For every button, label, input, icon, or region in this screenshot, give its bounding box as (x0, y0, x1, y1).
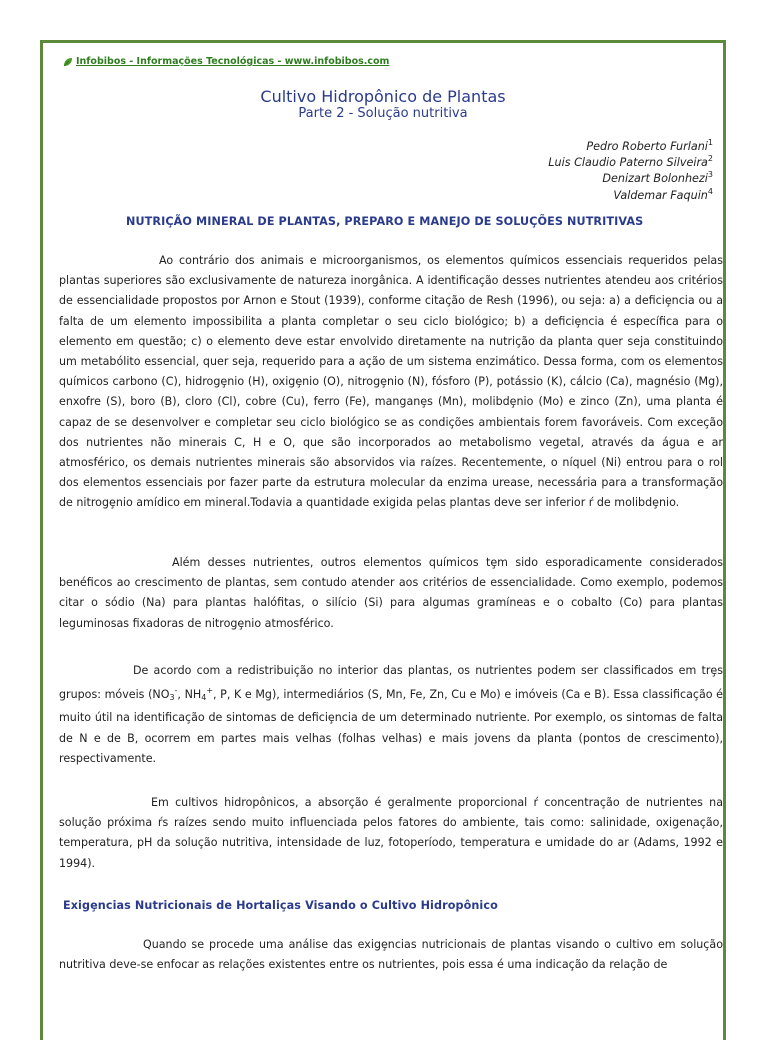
leaf-icon (63, 57, 73, 67)
section-heading-nutricao: NUTRIÇÃO MINERAL DE PLANTAS, PREPARO E MANEJO DE SOLUÇÕES NUTRITIVAS (126, 215, 644, 228)
paragraph-4: Em cultivos hidropônicos, a absorção é geralmente proporcional ŕ concentração de nutrientes na solução próxima ŕs raízes sendo muito influenciada pelos fatores do ambiente, tais como: salinidade, oxigenação, temperatura, pH da solução nutritiva, intensidade de luz, fotoperíodo, temperatura e umidade do ar (Adams, 1992 e 1994). (59, 796, 723, 870)
paragraph-3: De acordo com a redistribuição no interior das plantas, os nutrientes podem ser classificados em trȩs grupos: móveis ($NO_3^-$, $NH_4^+$, P, K e Mg), intermediários (S, Mn, Fe, Zn, Cu e Mo) e imóveis (Ca e B). Essa classificação é muito útil na identificação de sintomas de deficiȩncia de um determinado nutriente. Por exemplo, os sintomas de falta de N e de B, ocorrem em partes mais velhas (folhas velhas) e mais jovens da planta (pontos de crescimento), respectivamente. (59, 664, 724, 765)
section-heading-exigencias: Exigȩncias Nutricionais de Hortaliças Visando o Cultivo Hidropônico (63, 899, 498, 912)
paragraph-2: Além desses nutrientes, outros elementos químicos tȩm sido esporadicamente considerados benéficos ao crescimento de plantas, sem contudo atender aos critérios de essencialidade. Como exemplo, podemos citar o sódio (Na) para plantas halófitas, o silício (Si) para algumas gramíneas e o cobalto (Co) para plantas leguminosas fixadoras de nitrogȩnio atmosférico. (59, 556, 723, 630)
document-frame (40, 40, 726, 1040)
author-list (548, 139, 713, 204)
paragraph-1: Ao contrário dos animais e microorganismos, os elementos químicos essenciais requeridos pelas plantas superiores são exclusivamente de natureza inorgânica. A identificação desses nutrientes atendeu aos critérios de essencialidade propostos por Arnon e Stout (1939), conforme citação de Resh (1996), ou seja: a) a deficiȩncia ou a falta de um elemento impossibilita a planta completar o seu ciclo biológico; b) a deficiȩncia é específica para o elemento em questão; c) o elemento deve estar envolvido diretamente na nutrição da planta quer seja constituindo um metabólito essencial, quer seja, requerido para a ação de um sistema enzimático. Dessa forma, com os elementos químicos carbono (C), hidrogȩnio (H), oxigȩnio (O), nitrogȩnio (N), fósforo (P), potássio (K), cálcio (Ca), magnésio (Mg), enxofre (S), boro (B), cloro (Cl), cobre (Cu), ferro (Fe), manganȩs (Mn), molibdȩnio (Mo) e zinco (Zn), uma planta é capaz de se desenvolver e completar seu ciclo biológico se as condições ambientais forem favoráveis. Com exceção dos nutrientes não minerais C, H e O, que são incorporados ao metabolismo vegetal, através da água e ar atmosférico, os demais nutrientes minerais são absorvidos via raízes. Recentemente, o níquel (Ni) entrou para o rol dos elementos essenciais por fazer parte da estrutura molecular da enzima urease, necessária para a transformação de nitrogȩnio amídico em mineral.Todavia a quantidade exigida pelas plantas deve ser inferior ŕ de molibdȩnio. (59, 254, 723, 510)
infobibos-header-link[interactable] (63, 56, 389, 67)
author-item: Denizart Bolonhezi$^3$ (602, 170, 713, 186)
document-subtitle: Parte 2 - Solução nutritiva (298, 106, 468, 121)
document-title: Cultivo Hidropônico de Plantas (260, 87, 506, 106)
author-item: Valdemar Faquin$^4$ (613, 186, 713, 202)
paragraph-5: Quando se procede uma análise das exigȩncias nutricionais de plantas visando o cultivo em solução nutritiva deve-se enfocar as relações existentes entre os nutrientes, pois essa é uma indicação da relação de (59, 938, 723, 972)
header-link-text: Infobibos - Informações Tecnológicas - www.infobibos.com (76, 56, 390, 67)
author-item: Luis Claudio Paterno Silveira$^2$ (548, 154, 713, 170)
author-item: Pedro Roberto Furlani$^1$ (586, 138, 713, 153)
